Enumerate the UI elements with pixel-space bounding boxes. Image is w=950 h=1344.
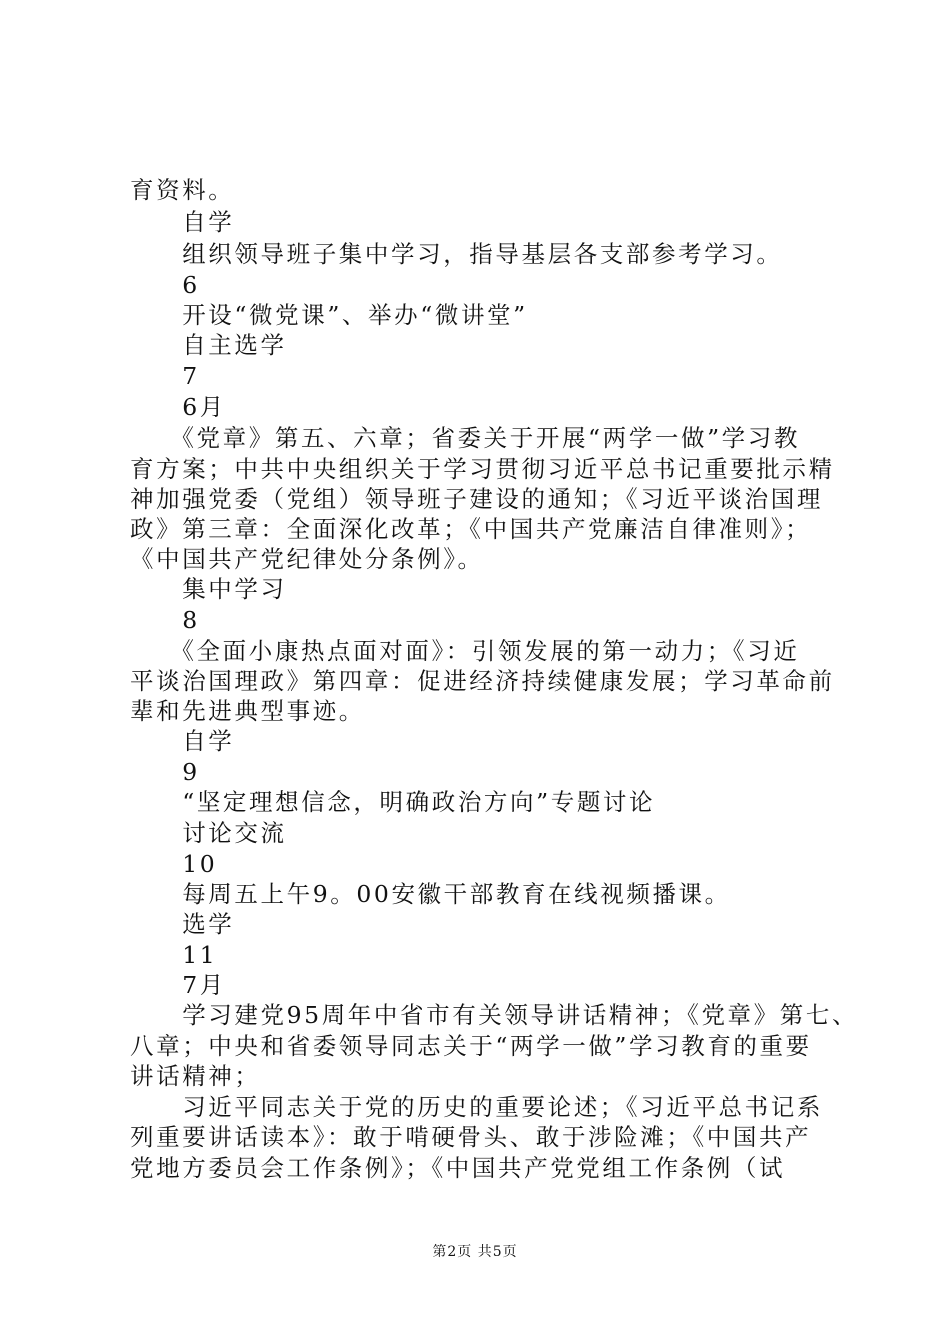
text-line: 9: [130, 758, 200, 786]
text-line: 八章；中央和省委领导同志关于“两学一做”学习教育的重要: [130, 1032, 812, 1060]
text-line: 7: [130, 362, 200, 390]
page-number-footer: 第2页 共5页: [432, 1244, 518, 1260]
text-line: 8: [130, 606, 200, 634]
text-line: 自学: [130, 208, 235, 236]
text-line: 讨论交流: [130, 819, 287, 847]
text-line: 育方案；中共中央组织关于学习贯彻习近平总书记重要批示精: [130, 455, 835, 483]
text-line: 《全面小康热点面对面》：引领发展的第一动力；《习近: [130, 637, 800, 665]
text-line: 每周五上午9。00安徽干部教育在线视频播课。: [130, 880, 731, 908]
text-line: 政》第三章：全面深化改革；《中国共产党廉洁自律准则》；: [130, 515, 812, 543]
text-line: 7月: [130, 971, 226, 999]
text-line: 组织领导班子集中学习，指导基层各支部参考学习。: [130, 240, 783, 268]
text-line: 6: [130, 271, 200, 299]
text-line: 平谈治国理政》第四章：促进经济持续健康发展；学习革命前: [130, 667, 835, 695]
text-line: 自学: [130, 727, 235, 755]
text-line: 《党章》第五、六章；省委关于开展“两学一做”学习教: [130, 424, 800, 452]
text-line: 学习建党95周年中省市有关领导讲话精神；《党章》第七、: [130, 1001, 859, 1029]
text-line: 选学: [130, 910, 235, 938]
text-line: 自主选学: [130, 331, 287, 359]
text-line: 讲话精神；: [130, 1062, 261, 1090]
text-line: 6月: [130, 393, 226, 421]
text-line: 习近平同志关于党的历史的重要论述；《习近平总书记系: [130, 1093, 823, 1121]
text-line: 11: [130, 941, 218, 969]
text-line: 集中学习: [130, 575, 287, 603]
text-line: “坚定理想信念，明确政治方向”专题讨论: [130, 788, 656, 816]
text-line: 神加强党委（党组）领导班子建设的通知；《习近平谈治国理: [130, 485, 823, 513]
text-line: 10: [130, 850, 218, 878]
text-line: 列重要讲话读本》：敢于啃硬骨头、敢于涉险滩；《中国共产: [130, 1123, 812, 1151]
text-line: 党地方委员会工作条例》；《中国共产党党组工作条例（试: [130, 1154, 786, 1182]
text-line: 开设“微党课”、举办“微讲堂”: [130, 301, 528, 329]
text-line: 辈和先进典型事迹。: [130, 697, 365, 725]
text-line: 育资料。: [130, 176, 235, 204]
text-line: 《中国共产党纪律处分条例》。: [130, 545, 484, 573]
